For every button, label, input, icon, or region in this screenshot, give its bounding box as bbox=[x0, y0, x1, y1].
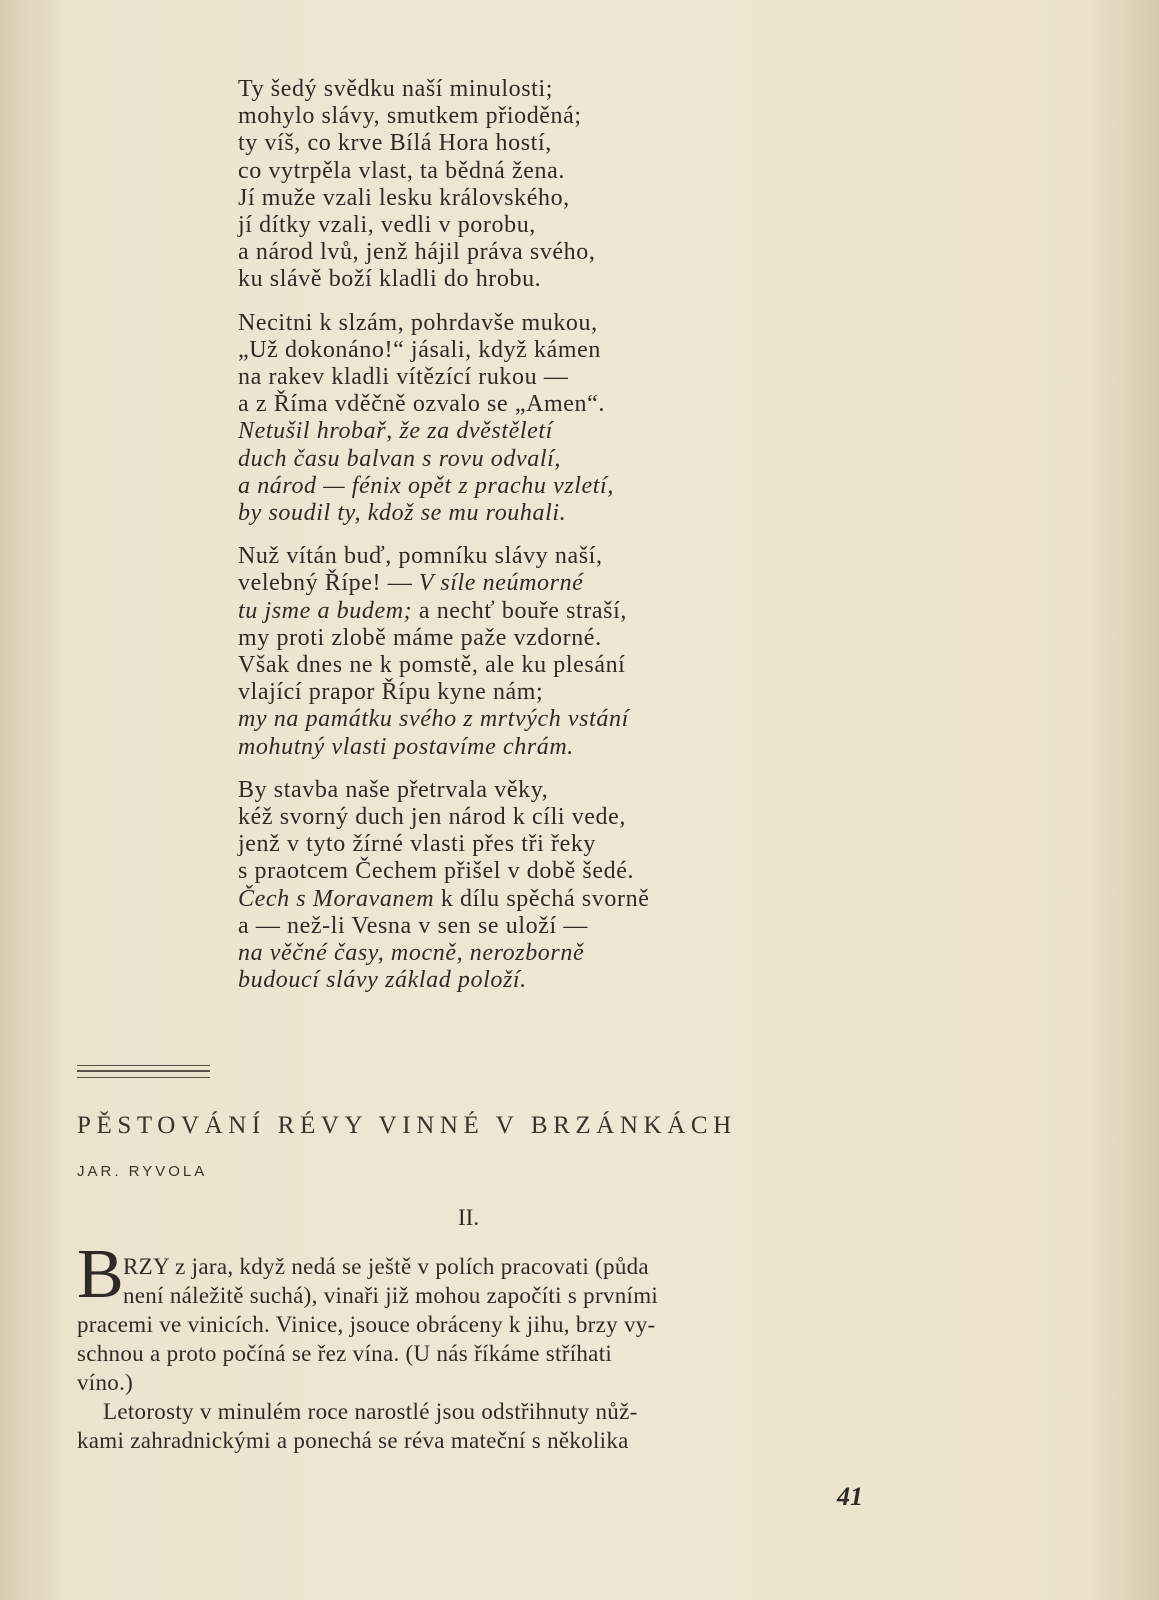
poem-line: a z Říma vděčně ozvalo se „Amen“. bbox=[238, 391, 605, 418]
poem-segment-italic: tu jsme a budem; bbox=[238, 597, 413, 624]
prose-line: pracemi ve vinicích. Vinice, jsouce obráceny k jihu, brzy vy- bbox=[77, 1312, 656, 1337]
poem-segment: k dílu spěchá svorně bbox=[434, 885, 650, 912]
poem-line: mohylo slávy, smutkem přioděná; bbox=[238, 103, 582, 130]
poem-line: co vytrpěla vlast, ta bědná žena. bbox=[238, 157, 565, 184]
article-title: PĚSTOVÁNÍ RÉVY VINNÉ V BRZÁNKÁCH bbox=[77, 1112, 737, 1139]
poem-line bbox=[238, 570, 898, 597]
prose-line: RZY z jara, když nedá se ještě v polích pracovati (půda bbox=[123, 1254, 649, 1279]
poem bbox=[238, 76, 898, 1011]
poem-segment: Však dnes ne k pomstě, ale ku plesání bbox=[238, 652, 626, 679]
section-number: II. bbox=[458, 1205, 480, 1230]
poem-segment-italic: V síle neúmorné bbox=[418, 570, 584, 597]
poem-line: duch času balvan s rovu odvalí, bbox=[238, 445, 561, 472]
poem-line: a národ lvů, jenž hájil práva svého, bbox=[238, 239, 596, 266]
prose-line: Letorosty v minulém roce narostlé jsou odstřihnuty nůž- bbox=[103, 1399, 638, 1424]
poem-segment: budoucí slávy základ položí. bbox=[238, 967, 527, 994]
prose-line: není náležitě suchá), vinaři již mohou započíti s prvními bbox=[123, 1283, 659, 1308]
poem-segment: velebný Řípe! — bbox=[238, 570, 419, 597]
poem-line: ku slávě boží kladli do hrobu. bbox=[238, 266, 542, 293]
article-body bbox=[77, 1252, 877, 1455]
poem-line bbox=[238, 598, 898, 625]
poem-line: Netušil hrobař, že za dvěstěletí bbox=[238, 418, 553, 445]
poem-segment: mohutný vlasti postavíme chrám. bbox=[238, 733, 574, 760]
poem-line bbox=[238, 679, 898, 706]
poem-stanza-3 bbox=[238, 543, 898, 761]
prose-line: víno.) bbox=[77, 1370, 134, 1395]
section-divider-rule bbox=[77, 1077, 210, 1078]
poem-line: na rakev kladli vítězící rukou — bbox=[238, 364, 569, 391]
poem-line bbox=[238, 777, 898, 804]
poem-segment: Nuž vítán buď, pomníku slávy naší, bbox=[238, 543, 603, 570]
poem-line bbox=[238, 652, 898, 679]
drop-cap-letter: B bbox=[77, 1236, 124, 1313]
poem-line bbox=[238, 625, 898, 652]
poem-line: Necitni k slzám, pohrdavše mukou, bbox=[238, 309, 598, 336]
poem-line: ty víš, co krve Bílá Hora hostí, bbox=[238, 130, 552, 157]
section-divider-rule bbox=[77, 1070, 210, 1072]
prose-line: kami zahradnickými a ponechá se réva mateční s několika bbox=[77, 1428, 629, 1453]
poem-line: by soudil ty, kdož se mu rouhali. bbox=[238, 500, 567, 527]
poem-segment-italic: Čech s Moravanem bbox=[238, 885, 435, 912]
poem-line: Ty šedý svědku naší minulosti; bbox=[238, 76, 553, 102]
poem-segment: my proti zlobě máme paže vzdorné. bbox=[238, 624, 602, 651]
poem-segment: By stavba naše přetrvala věky, bbox=[238, 776, 549, 803]
page-number: 41 bbox=[837, 1482, 863, 1511]
poem-segment: a nechť bouře straší, bbox=[412, 597, 627, 624]
poem-line bbox=[238, 734, 898, 761]
poem-line bbox=[238, 831, 898, 858]
poem-line bbox=[238, 543, 898, 570]
poem-segment: kéž svorný duch jen národ k cíli vede, bbox=[238, 804, 627, 831]
poem-stanza-1 bbox=[238, 76, 898, 294]
poem-line bbox=[238, 967, 898, 994]
section-divider-rule bbox=[77, 1065, 210, 1066]
poem-line: „Už dokonáno!“ jásali, když kámen bbox=[238, 336, 602, 363]
poem-line bbox=[238, 858, 898, 885]
poem-stanza-2 bbox=[238, 310, 898, 528]
poem-line: Jí muže vzali lesku královského, bbox=[238, 184, 570, 211]
poem-line bbox=[238, 706, 898, 733]
poem-segment: na věčné časy, mocně, nerozborně bbox=[238, 940, 585, 967]
article-author: JAR. RYVOLA bbox=[77, 1163, 208, 1180]
poem-line: a národ — fénix opět z prachu vzletí, bbox=[238, 472, 614, 499]
poem-segment: vlající prapor Řípu kyne nám; bbox=[238, 679, 544, 706]
poem-segment: a — než-li Vesna v sen se uloží — bbox=[238, 912, 588, 939]
poem-line bbox=[238, 913, 898, 940]
poem-line bbox=[238, 804, 898, 831]
poem-stanza-4 bbox=[238, 777, 898, 995]
poem-segment: s praotcem Čechem přišel v době šedé. bbox=[238, 858, 635, 885]
poem-segment: jenž v tyto žírné vlasti přes tři řeky bbox=[238, 831, 597, 858]
poem-line bbox=[238, 886, 898, 913]
poem-line: jí dítky vzali, vedli v porobu, bbox=[238, 212, 536, 239]
poem-segment: my na památku svého z mrtvých vstání bbox=[238, 706, 629, 733]
poem-line bbox=[238, 940, 898, 967]
prose-line: schnou a proto počíná se řez vína. (U nás říkáme stříhati bbox=[77, 1341, 613, 1366]
